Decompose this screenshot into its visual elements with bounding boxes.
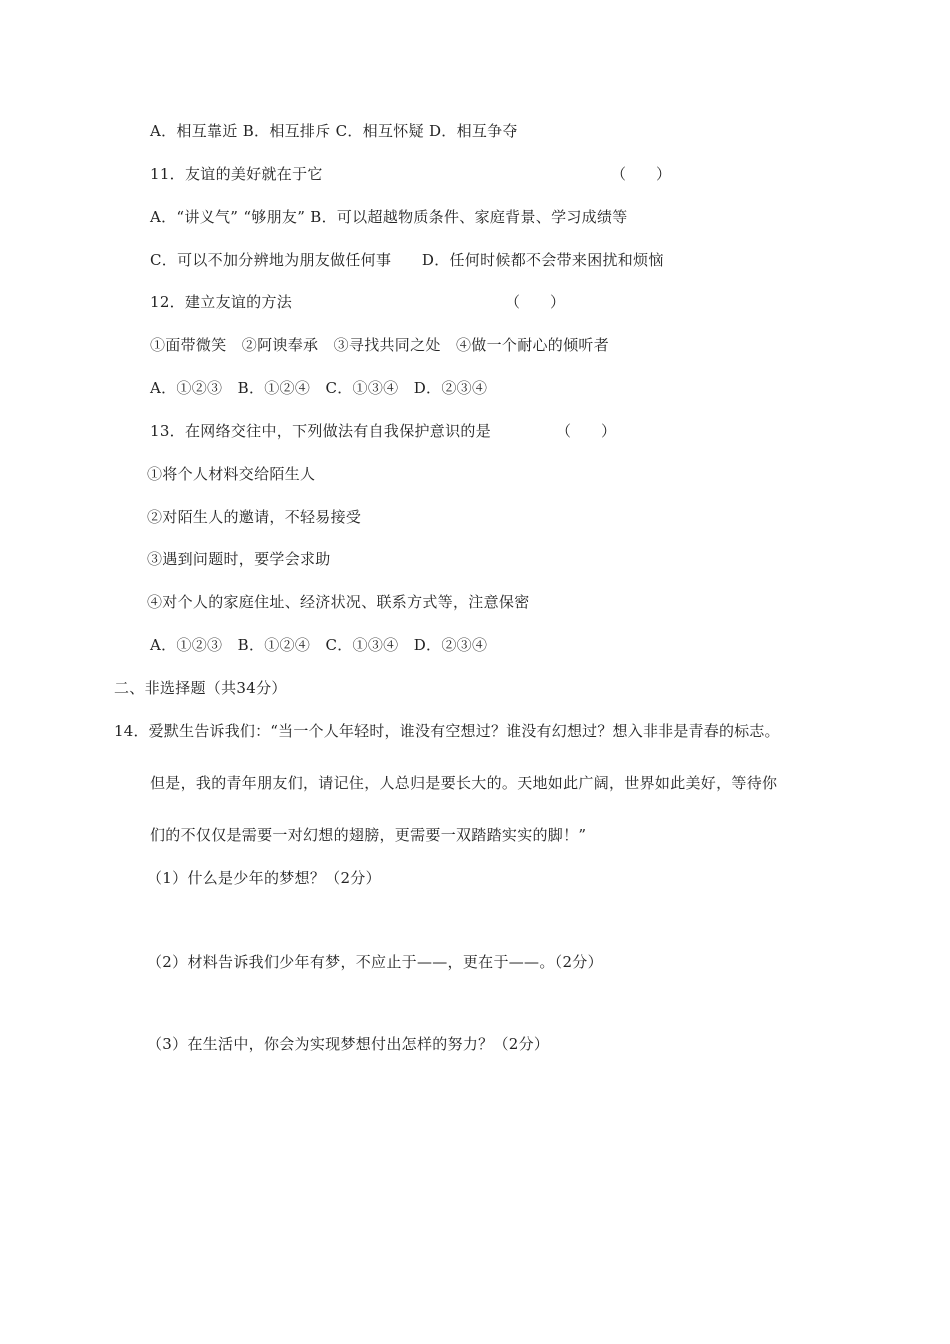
q11-options-ab: A．“讲义气” “够朋友” B．可以超越物质条件、家庭背景、学习成绩等 [150,208,628,226]
q11-stem: 11．友谊的美好就在于它 [150,165,323,183]
q14-material-line-2: 但是，我的青年朋友们，请记住，人总归是要长大的。天地如此广阔，世界如此美好，等待你 [150,774,778,792]
q12-options: A．①②③ B．①②④ C．①③④ D．②③④ [150,379,488,397]
q14-material-line-1: 14．爱默生告诉我们：“当一个人年轻时，谁没有空想过？谁没有幻想过？想入非非是青春的标志。 [114,722,780,740]
q14-sub-question-1: （1）什么是少年的梦想？（2分） [147,869,381,887]
q13-item-4: ④对个人的家庭住址、经济状况、联系方式等，注意保密 [147,593,530,611]
q13-item-3: ③遇到问题时，要学会求助 [147,550,331,568]
q13-options: A．①②③ B．①②④ C．①③④ D．②③④ [150,636,488,654]
q12-stem: 12．建立友谊的方法 [150,293,293,311]
q13-answer-paren: （ ） [556,422,617,440]
q11-options-cd: C．可以不加分辨地为朋友做任何事 D．任何时候都不会带来困扰和烦恼 [150,251,664,269]
q11-answer-paren: （ ） [611,165,672,183]
section-2-title: 二、非选择题（共34分） [114,679,287,697]
q13-item-2: ②对陌生人的邀请，不轻易接受 [147,508,362,526]
q10-options: A．相互靠近 B．相互排斥 C．相互怀疑 D．相互争夺 [150,122,518,140]
q13-stem: 13．在网络交往中，下列做法有自我保护意识的是 [150,422,491,440]
q14-sub-question-2: （2）材料告诉我们少年有梦，不应止于——，更在于——。（2分） [147,953,603,971]
q14-material-line-3: 们的不仅仅是需要一对幻想的翅膀，更需要一双踏踏实实的脚！” [150,826,587,844]
q12-answer-paren: （ ） [505,293,566,311]
q14-sub-question-3: （3）在生活中，你会为实现梦想付出怎样的努力？（2分） [147,1035,550,1053]
q13-item-1: ①将个人材料交给陌生人 [147,465,316,483]
q12-items: ①面带微笑 ②阿谀奉承 ③寻找共同之处 ④做一个耐心的倾听者 [150,336,610,354]
